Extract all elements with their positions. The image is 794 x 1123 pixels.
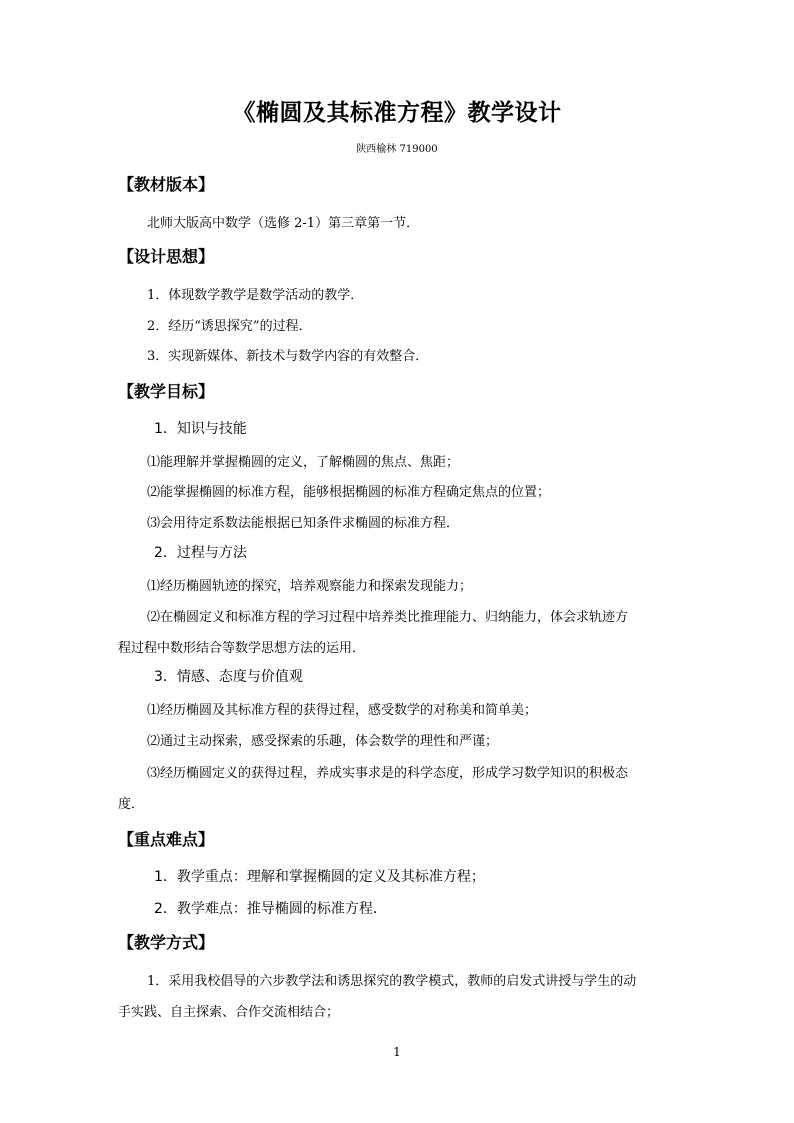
textbook-line: 北师大版高中数学（选修 2-1）第三章第一节． xyxy=(147,216,420,231)
document-title: 《椭圆及其标准方程》教学设计 xyxy=(232,100,562,126)
method-line-1: 1．采用我校倡导的六步教学法和诱思探究的教学模式，教师的启发式讲授与学生的动 xyxy=(147,974,637,989)
goals-item: ⑵能掌握椭圆的标准方程，能够根据椭圆的标准方程确定焦点的位置； xyxy=(147,485,551,500)
goals-item: ⑵在椭圆定义和标准方程的学习过程中培养类比推理能力、归纳能力，体会求轨迹方 xyxy=(147,610,629,625)
goals-item: ⑶会用待定系数法能根据已知条件求椭圆的标准方程． xyxy=(147,516,460,531)
key-point-line-1: 1．教学重点：理解和掌握椭圆的定义及其标准方程； xyxy=(154,869,485,885)
goals-item: ⑴经历椭圆及其标准方程的获得过程，感受数学的对称美和简单美； xyxy=(147,703,538,718)
goals-item-continuation: 度． xyxy=(118,797,145,812)
goals-item: ⑴经历椭圆轨迹的探究，培养观察能力和探索发现能力； xyxy=(147,579,473,594)
heading-textbook: 【教材版本】 xyxy=(118,175,215,194)
heading-design: 【设计思想】 xyxy=(118,247,215,266)
design-line-2: 2．经历“诱思探究”的过程． xyxy=(147,319,312,334)
heading-key-points: 【重点难点】 xyxy=(118,830,215,849)
goals-item: ⑵通过主动探索，感受探索的乐趣，体会数学的理性和严谨； xyxy=(147,734,499,749)
design-line-1: 1．体现数学教学是数学活动的教学． xyxy=(147,288,364,303)
goals-subheading-3: 3．情感、态度与价值观 xyxy=(154,669,303,685)
author-line: 陕西榆林 719000 xyxy=(356,144,438,155)
goals-item: ⑶经历椭圆定义的获得过程，养成实事求是的科学态度，形成学习数学知识的积极态 xyxy=(147,766,629,781)
heading-goals: 【教学目标】 xyxy=(118,382,215,401)
design-line-3: 3．实现新媒体、新技术与数学内容的有效整合． xyxy=(147,349,429,364)
key-point-line-2: 2．教学难点：推导椭圆的标准方程． xyxy=(154,901,387,917)
goals-subheading-1: 1．知识与技能 xyxy=(154,421,247,437)
method-line-continuation: 手实践、自主探索、合作交流相结合； xyxy=(118,1005,340,1020)
page-number: 1 xyxy=(393,1045,401,1059)
heading-method: 【教学方式】 xyxy=(118,933,215,952)
goals-item-continuation: 程过程中数形结合等数学思想方法的运用． xyxy=(118,641,366,656)
goals-item: ⑴能理解并掌握椭圆的定义，了解椭圆的焦点、焦距； xyxy=(147,455,460,470)
goals-subheading-2: 2．过程与方法 xyxy=(154,545,247,561)
